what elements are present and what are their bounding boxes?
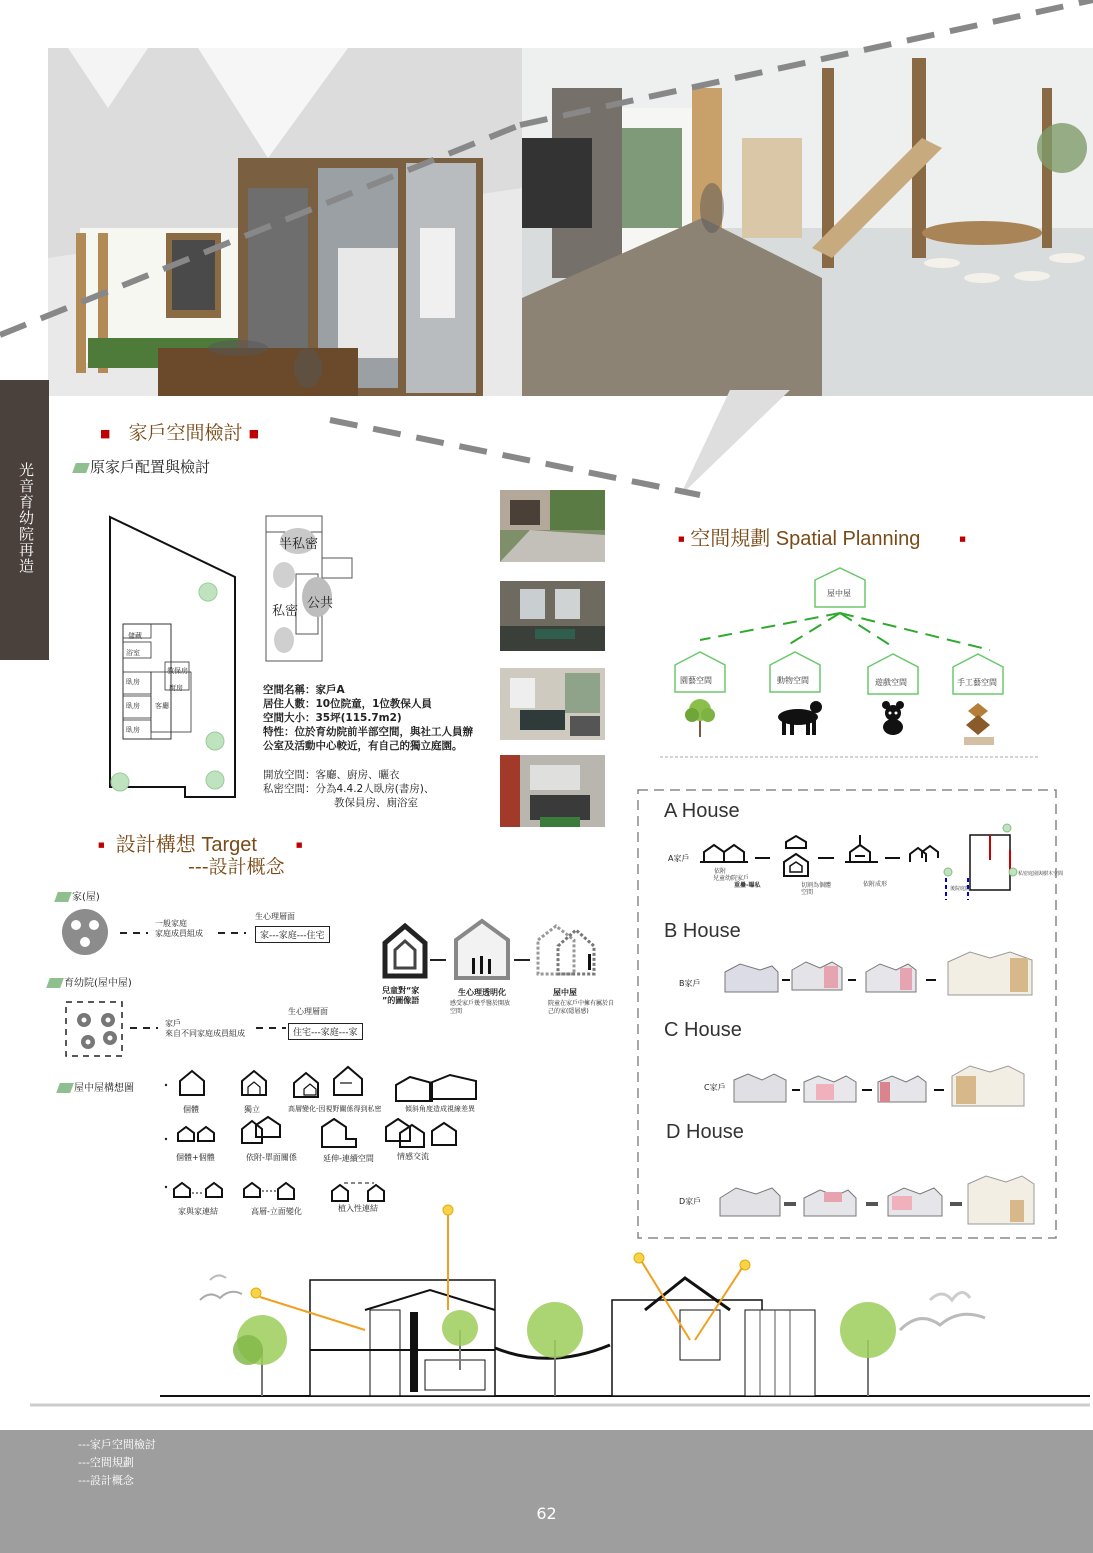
page-number: 62	[536, 1504, 557, 1523]
room-label-bedroom-3: 臥房	[126, 726, 140, 734]
house-b-models	[720, 950, 1040, 1005]
tree-root-label: 屋中屋	[827, 589, 851, 598]
concept-orphanage-box: 住宅---家庭---家	[288, 1023, 363, 1040]
hc-r1-3: 高層變化-因視野關係得到私密	[288, 1105, 382, 1113]
concept-home-desc-1: 一般家庭	[155, 919, 187, 928]
concept-orphanage-label: 育幼院(屋中屋)	[48, 974, 132, 989]
tree-child-animal: 動物空間	[777, 676, 809, 685]
house-a-note-4: 切割為個體	[801, 882, 832, 889]
concept-stage-1b: ”的圖像語	[382, 996, 420, 1005]
room-label-storage: 儲藏	[128, 632, 142, 640]
house-a-note-7: 後院庭院	[950, 886, 971, 892]
photo-living-room	[500, 581, 605, 651]
concept-orphanage-psy: 生心理層面	[288, 1007, 328, 1016]
info-name: 空間名稱：家戶A	[263, 684, 345, 696]
hc-r1-1: 個體	[183, 1105, 199, 1114]
house-a-row-label: A家戶	[668, 854, 690, 863]
teddy-bear-icon	[882, 701, 904, 735]
concept-stage-1: 兒童對“家	[382, 986, 420, 995]
design-target-subtitle: ---設計概念	[188, 856, 285, 878]
footer-line-1: ---家戶空間檢討	[78, 1438, 156, 1451]
concept-home-box: 家---家庭---住宅	[255, 926, 330, 943]
concept-stage-2: 生心理透明化	[458, 988, 506, 997]
info-size: 空間大小：35坪(115.7m2)	[263, 712, 402, 724]
concept-stage-diagram	[380, 918, 610, 988]
zone-private: 私密	[272, 604, 299, 619]
house-b-title: B House	[664, 920, 741, 942]
hc-r2-4: 情感交流	[397, 1152, 429, 1161]
footer-line-3: ---設計概念	[78, 1474, 134, 1487]
dog-icon	[778, 701, 822, 735]
side-tab	[0, 380, 49, 660]
room-label-bedroom-1: 臥房	[126, 678, 140, 686]
design-target-title-text: 設計構想 Target	[115, 834, 257, 856]
tag-icon	[72, 463, 90, 473]
house-a-note-6: 依附成形	[863, 881, 888, 888]
footer-line-2: ---空間規劃	[78, 1456, 134, 1469]
tree-child-play: 遊戲空間	[875, 678, 907, 687]
tree-icon	[840, 1302, 896, 1396]
household-review-title-text: 家戶空間檢討	[128, 422, 243, 444]
side-tab-text: 光音育幼院再造	[17, 462, 35, 574]
house-a-note-8: 私密庭園與樹木空間	[1018, 871, 1064, 877]
concept-stage-3c: 己的家(隱層感)	[548, 1008, 589, 1015]
tree-child-gardening: 園藝空間	[680, 676, 712, 685]
concept-home-desc-2: 家庭成員組成	[155, 929, 203, 938]
concept-stage-2b: 感受家戶幾乎醫於開放	[450, 1000, 511, 1007]
concept-stage-3b: 院童在家戶中擁有屬於自	[548, 1000, 615, 1007]
concept-stage-2c: 空間	[450, 1008, 463, 1015]
house-d-row-label: D家戶	[679, 1197, 702, 1206]
house-a-note-2: 兒童幼院家戶	[713, 875, 750, 882]
house-b-row-label: B家戶	[679, 979, 701, 988]
tree-icon	[685, 699, 715, 737]
tree-icon	[527, 1302, 583, 1396]
hc-r1-4: 傾斜角度造成視線差異	[405, 1105, 475, 1113]
site-section-drawing	[30, 1200, 1090, 1410]
hc-r2-1: 個體+個體	[176, 1153, 215, 1162]
hc-r3-3: 植入性連結	[338, 1204, 378, 1213]
room-label-bedroom-2: 臥房	[126, 702, 140, 710]
hc-r2-3: 延伸-連續空間	[323, 1154, 374, 1163]
house-c-title: C House	[664, 1019, 742, 1041]
tag-icon	[54, 892, 72, 902]
spatial-planning-title: ■ 空間規劃 Spatial Planning ■	[678, 528, 966, 550]
concept-orphanage-desc-1: 家戶	[165, 1019, 181, 1028]
room-label-bath: 浴室	[126, 649, 140, 657]
household-review-subtitle	[74, 456, 210, 477]
info-private-space-1: 私密空間：分為4.4.2人臥房(書房)、	[263, 783, 435, 795]
concept-stage-3: 屋中屋	[553, 988, 577, 997]
photo-lounge	[500, 668, 605, 740]
house-d-title: D House	[666, 1121, 744, 1143]
household-review-subtitle-text: 原家戶配置與檢討	[90, 458, 211, 476]
room-label-kitchen: 廚房	[169, 684, 183, 692]
hc-r1-2: 獨立	[244, 1105, 260, 1114]
photo-kitchen	[500, 755, 605, 827]
tree-icon	[233, 1315, 287, 1396]
zone-public: 公共	[307, 596, 334, 611]
info-occupants: 居住人數：10位院童，1位教保人員	[263, 698, 432, 710]
hc-r3-2: 高層-立面變化	[251, 1207, 302, 1216]
house-concept-label: 屋中屋構想圖	[58, 1079, 134, 1094]
house-a-note-1: 依附	[714, 868, 727, 875]
tag-icon	[46, 978, 64, 988]
concept-home-label: 家(屋)	[56, 888, 100, 903]
house-c-row-label: C家戶	[704, 1083, 726, 1092]
info-feature-1: 特性：位於育幼院前半部空間，與社工人員辦	[263, 726, 473, 738]
room-label-staff-room: 教保房	[167, 667, 188, 675]
design-target-title: ■ 設計構想 Target ■	[98, 834, 303, 856]
info-open-space: 開放空間：客廳、廚房、曬衣	[263, 769, 400, 781]
zone-semi-private: 半私密	[279, 537, 319, 552]
house-c-models	[730, 1062, 1030, 1112]
house-a-note-3: 重疊-曝私	[734, 882, 761, 889]
info-private-space-2: 教保員房、廁浴室	[334, 797, 418, 809]
house-a-title: A House	[664, 800, 740, 822]
tree-child-craft: 手工藝空間	[957, 678, 997, 687]
concept-orphanage-desc-2: 來自不同家庭成員組成	[165, 1029, 245, 1038]
house-a-diagram	[700, 820, 1060, 905]
tag-icon	[56, 1083, 74, 1093]
hc-r2-2: 依附-單面關係	[246, 1153, 297, 1162]
spatial-planning-title-text: 空間規劃 Spatial Planning	[690, 528, 921, 550]
craft-icon	[964, 703, 994, 745]
concept-home-psy: 生心理層面	[255, 912, 295, 921]
room-label-living: 客廳	[155, 702, 169, 710]
hc-r3-1: 家與家連結	[178, 1207, 218, 1216]
photo-courtyard	[500, 490, 605, 562]
household-review-title: ■ 家戶空間檢討 ■	[100, 422, 259, 444]
house-a-note-5: 空間	[801, 889, 814, 896]
footer	[0, 1430, 1093, 1553]
info-feature-2: 公室及活動中心較近，有自己的獨立庭園。	[263, 740, 463, 752]
